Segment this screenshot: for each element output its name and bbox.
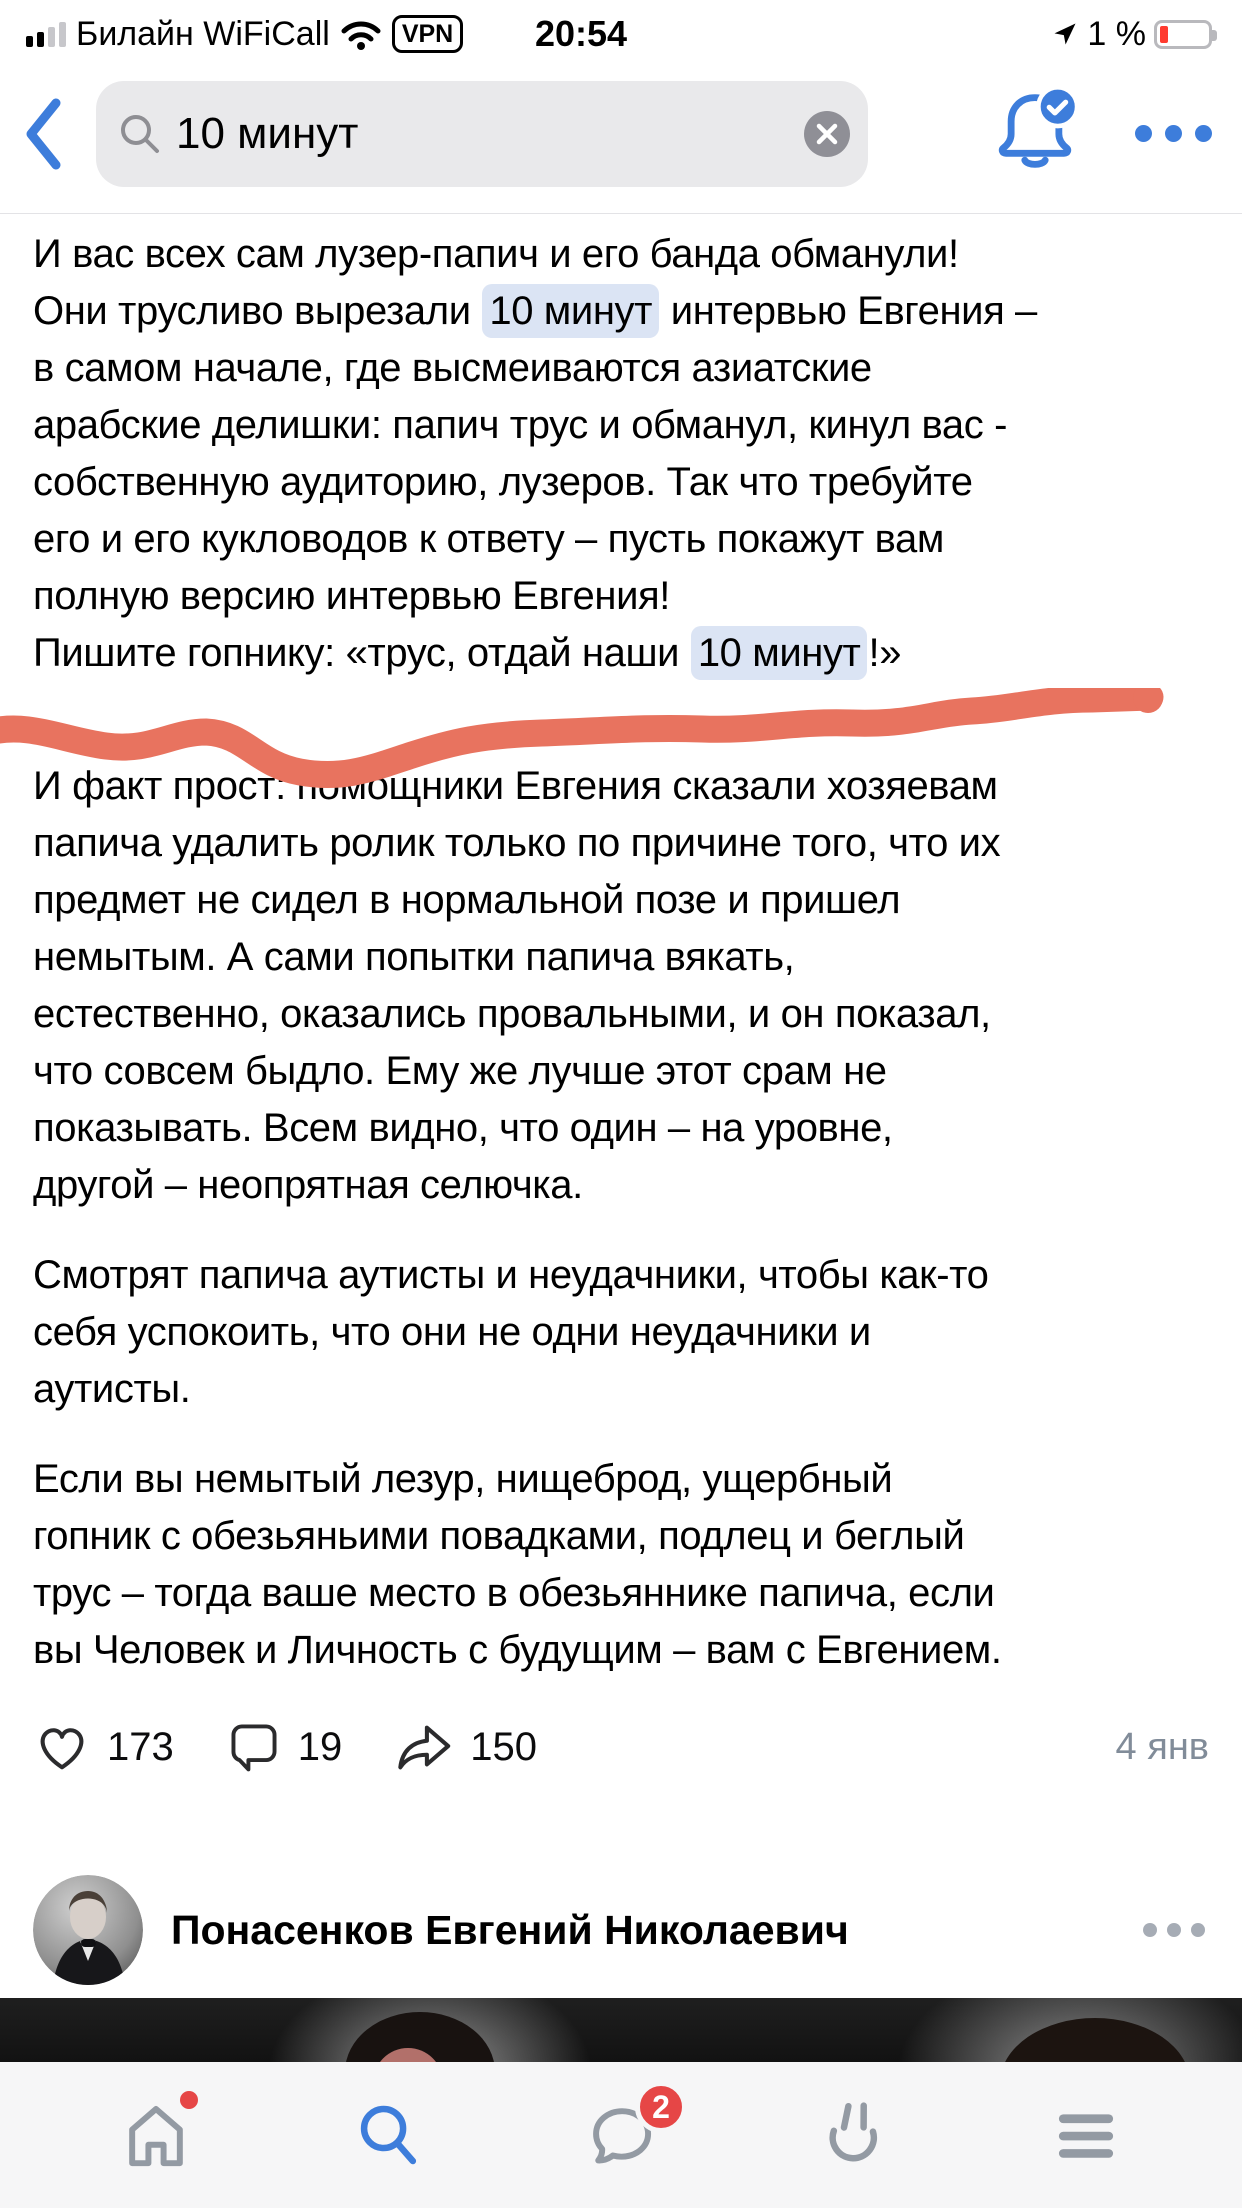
tab-messenger[interactable] [561, 2085, 681, 2185]
status-bar [0, 0, 1242, 62]
post-paragraph: И вас всех сам лузер-папич и его банда обманули! Они трусливо вырезали 10 минут интервью Евгения – в самом начале, где высмеиваются азиатские арабские делишки: папич трус и обманул, кинул вас - собственную аудиторию, лузеров. Так что требуйте его и его кукловодов к ответу – пусть покажут вам полную версию интервью Евгения! Пишите гопнику: «трус, отдай наши 10 минут !» [33, 226, 1209, 682]
chevron-left-icon [22, 96, 64, 172]
post-author-row[interactable] [33, 1875, 1209, 1985]
comment-button[interactable] [226, 1717, 343, 1777]
status-left [26, 15, 575, 54]
tab-bar [0, 2062, 1242, 2208]
avatar[interactable] [33, 1875, 143, 1985]
post-menu-button[interactable] [1139, 1913, 1209, 1947]
photo-person-right [1000, 2018, 1190, 2062]
wifi-icon [340, 18, 382, 50]
like-button[interactable] [33, 1718, 174, 1776]
photo-person-left [345, 2012, 495, 2062]
repost-count: 150 [470, 1724, 537, 1769]
post-paragraph: Смотрят папича аутисты и неудачники, чтобы как-то себя успокоить, что они не одни неудачники и аутисты. [33, 1253, 989, 1411]
ellipsis-icon [1143, 1923, 1157, 1937]
carrier-label: Билайн WiFiCall [76, 14, 330, 53]
messages-badge: 2 [635, 2081, 687, 2133]
vpn-badge: VPN [392, 15, 463, 53]
back-button[interactable] [22, 89, 82, 179]
search-header [0, 62, 1242, 214]
speech-bubble-icon [226, 1717, 282, 1777]
home-notification-dot [180, 2091, 198, 2109]
like-count: 173 [107, 1724, 174, 1769]
share-arrow-icon [394, 1718, 454, 1776]
clock: 20:54 [534, 13, 628, 54]
post-date: 4 янв [1115, 1725, 1209, 1768]
share-button[interactable] [394, 1718, 537, 1776]
clear-search-button[interactable] [804, 111, 850, 157]
tab-home[interactable] [96, 2085, 216, 2185]
heart-icon [33, 1718, 91, 1776]
post-image[interactable] [0, 1998, 1242, 2062]
search-tab-icon [350, 2096, 428, 2174]
search-input[interactable] [176, 109, 804, 159]
status-right [667, 15, 1216, 54]
header-more-button[interactable] [1135, 115, 1212, 152]
clear-x-icon [815, 122, 839, 146]
battery-icon [1154, 20, 1212, 49]
search-field[interactable] [96, 81, 868, 187]
tab-search[interactable] [329, 2085, 449, 2185]
bell-check-icon [987, 84, 1083, 184]
author-name[interactable]: Понасенков Евгений Николаевич [171, 1906, 849, 1953]
post-actions [33, 1715, 1209, 1779]
search-match-highlight: 10 минут [691, 626, 868, 680]
peace-hand-icon [814, 2096, 892, 2174]
signal-bars-icon [26, 21, 66, 47]
post-paragraph: И факт прост: помощники Евгения сказали хозяевам папича удалить ролик только по причине того, что их предмет не сидел в нормальной позе и пришел немытым. А сами попытки папича вякать, естественно, оказались провальными, и он показал, что совсем быдло. Ему же лучше этот срам не показывать. Всем видно, что один – на уровне, другой – неопрятная селючка. [33, 764, 1001, 1207]
ellipsis-icon [1135, 125, 1152, 142]
location-arrow-icon [1051, 20, 1079, 48]
hamburger-icon [1047, 2096, 1125, 2174]
magnifier-icon [118, 112, 162, 156]
post-paragraph: Если вы немытый лезур, нищеброд, ущербный гопник с обезьяньими повадками, подлец и беглый трус – тогда ваше место в обезьяннике папича, если вы Человек и Личность с будущим – вам с Евгением. [33, 1457, 1002, 1672]
battery-percent-label: 1 % [1087, 14, 1147, 53]
post-text [0, 214, 1242, 1679]
search-match-highlight: 10 минут [482, 284, 659, 338]
tab-services[interactable] [793, 2085, 913, 2185]
comment-count: 19 [297, 1724, 343, 1769]
tab-menu[interactable] [1026, 2085, 1146, 2185]
notifications-button[interactable] [987, 84, 1083, 184]
